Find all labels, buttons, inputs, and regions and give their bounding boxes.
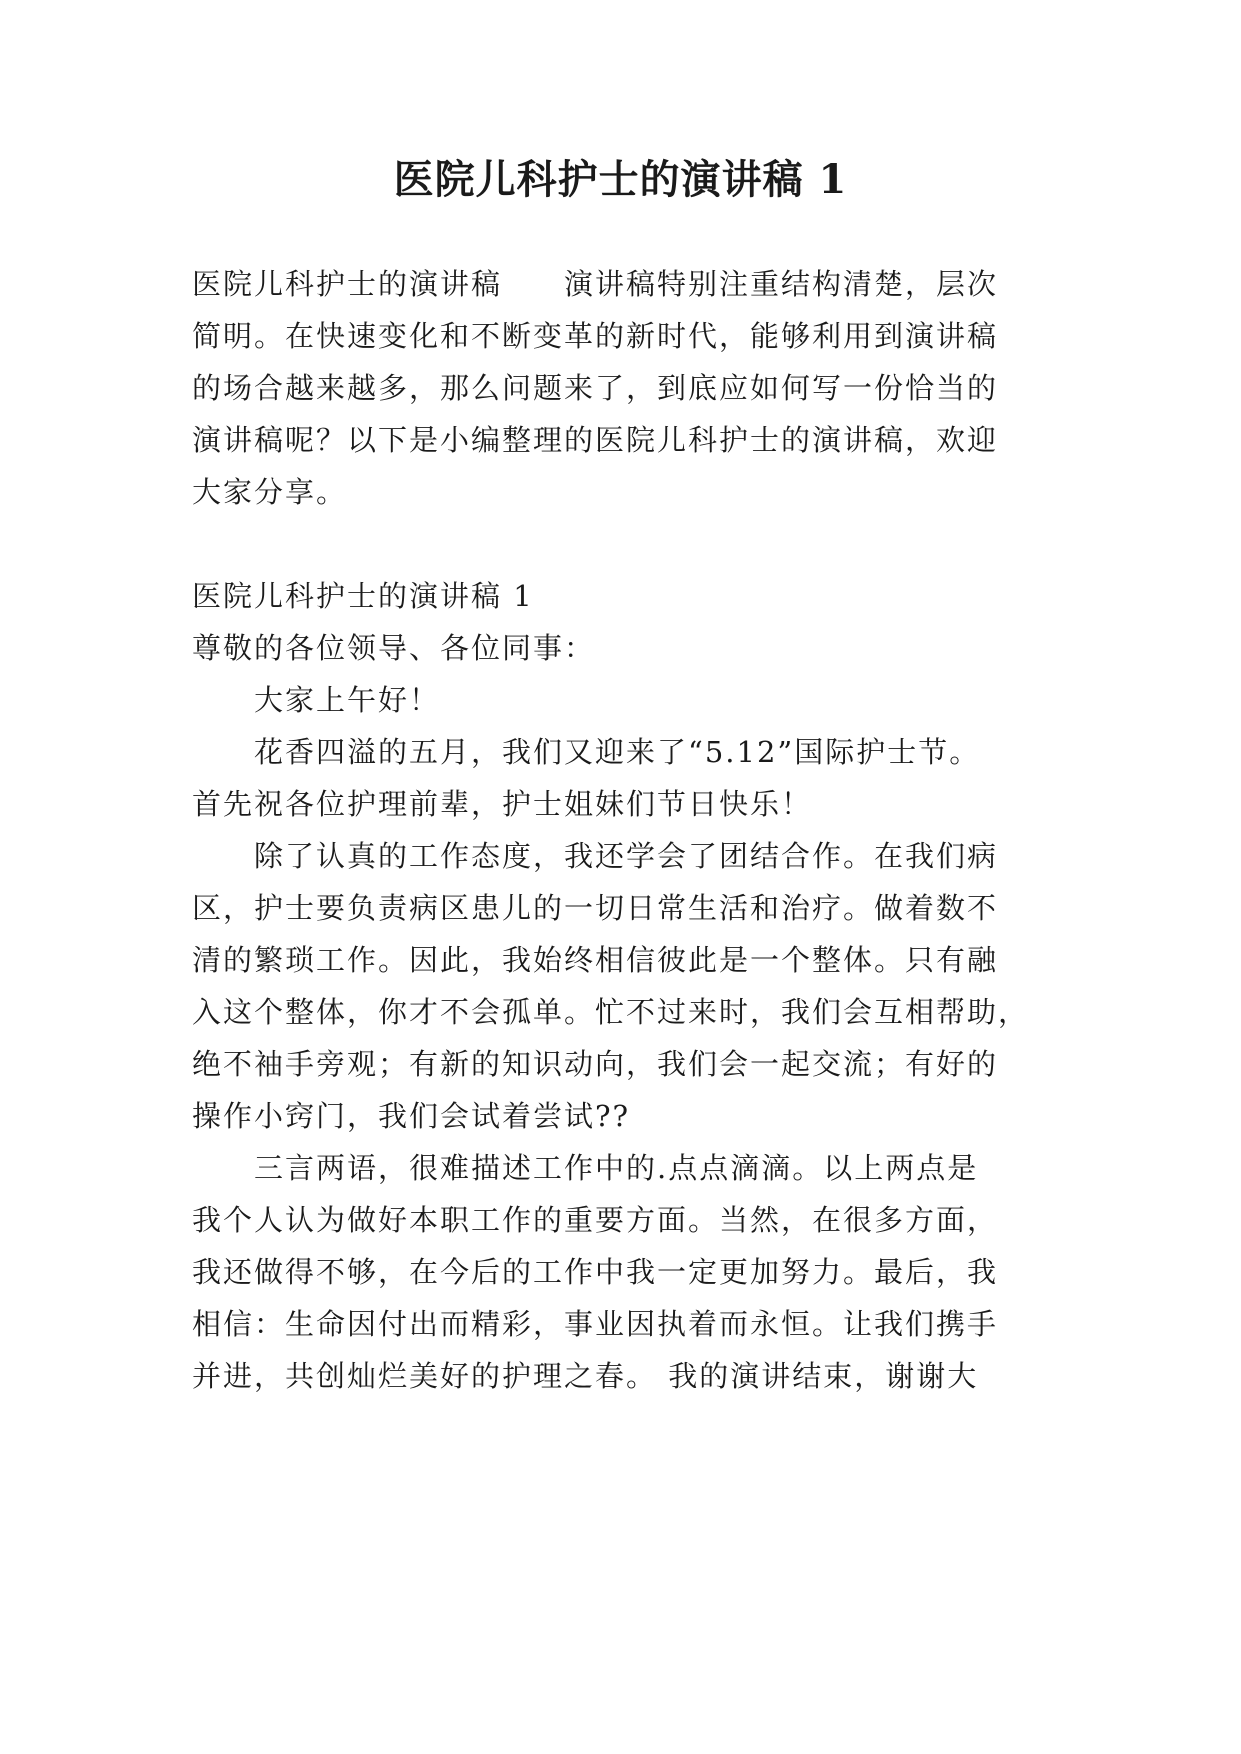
greeting: 大家上午好！ (254, 683, 441, 717)
paragraph-line: 演讲稿呢？以下是小编整理的医院儿科护士的演讲稿，欢迎 (192, 423, 999, 457)
paragraph-line: 我还做得不够，在今后的工作中我一定更加努力。最后，我 (192, 1255, 999, 1289)
paragraph-line: 清的繁琐工作。因此，我始终相信彼此是一个整体。只有融 (192, 943, 999, 977)
paragraph-line: 绝不袖手旁观；有新的知识动向，我们会一起交流；有好的 (192, 1047, 999, 1081)
paragraph-line: 首先祝各位护理前辈，护士姐妹们节日快乐！ (192, 787, 813, 821)
paragraph-line: 入这个整体，你才不会孤单。忙不过来时，我们会互相帮助， (192, 995, 1030, 1029)
document-title: 医院儿科护士的演讲稿 1 (393, 156, 848, 203)
paragraph-line: 简明。在快速变化和不断变革的新时代，能够利用到演讲稿 (192, 319, 999, 353)
paragraph-line: 我个人认为做好本职工作的重要方面。当然，在很多方面， (192, 1203, 999, 1237)
paragraph-line: 区，护士要负责病区患儿的一切日常生活和治疗。做着数不 (192, 891, 999, 925)
paragraph-line: 相信：生命因付出而精彩，事业因执着而永恒。让我们携手 (192, 1307, 999, 1341)
paragraph-line: 操作小窍门，我们会试着尝试?? (192, 1099, 631, 1133)
paragraph-line: 的场合越来越多，那么问题来了，到底应如何写一份恰当的 (192, 371, 999, 405)
paragraph-line: 大家分享。 (192, 475, 348, 509)
paragraph-line: 三言两语，很难描述工作中的.点点滴滴。以上两点是 (254, 1151, 979, 1185)
paragraph-line: 并进，共创灿烂美好的护理之春。 我的演讲结束，谢谢大 (192, 1359, 979, 1393)
paragraph-line: 除了认真的工作态度，我还学会了团结合作。在我们病 (254, 839, 999, 873)
paragraph-line: 医院儿科护士的演讲稿 演讲稿特别注重结构清楚，层次 (192, 267, 999, 301)
salutation: 尊敬的各位领导、各位同事： (192, 631, 596, 665)
section-heading: 医院儿科护士的演讲稿 1 (192, 579, 534, 613)
paragraph-line: 花香四溢的五月，我们又迎来了“5.12”国际护士节。 (254, 735, 981, 769)
